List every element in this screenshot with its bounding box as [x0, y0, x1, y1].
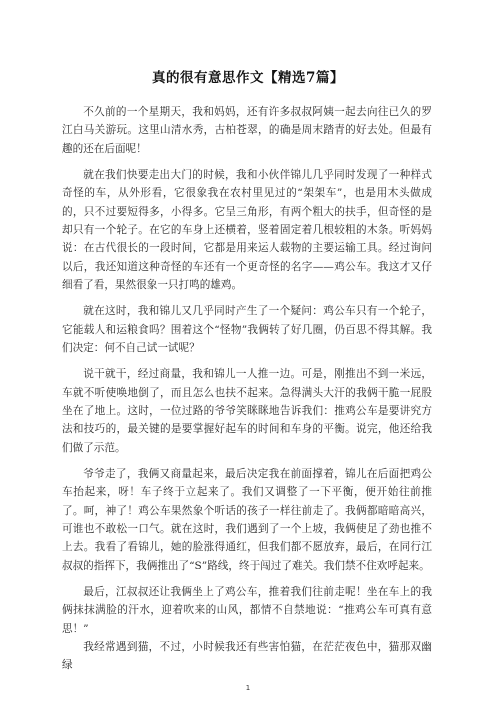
- paragraph: 爷爷走了，我俩又商量起来，最后决定我在前面撑着，锦儿在后面把鸡公车抬起来，呀！车子终于立起来了。我们又调整了一下平衡，便开始往前推了。呵，神了！鸡公车果然象个听话的孩子一样往前走了。我俩都暗暗高兴，可谁也不敢松一口气。就在这时，我们遇到了一个上坡，我俩使足了劲也推不上去。我看了看锦儿，她的脸涨得通红，但我们都不愿放弃，最后，在同行江叔叔的指挥下，我俩推出了“S”路线，终于闯过了难关。我们禁不住欢呼起来。: [62, 468, 432, 572]
- paragraph: 最后，江叔叔还让我俩坐上了鸡公车，推着我们往前走呢！坐在车上的我俩抹抹满脸的汗水，迎着吹来的山风，都情不自禁地说：“推鸡公车可真有意思！”: [62, 586, 432, 635]
- page-number: 1: [245, 684, 251, 692]
- paragraph: 我经常遇到猫，不过，小时候我还有些害怕猫，在茫茫夜色中，猫那双幽绿: [62, 640, 432, 672]
- document-title: 真的很有意思作文【精选7篇】: [152, 70, 344, 86]
- paragraph: 就在我们快要走出大门的时候，我和小伙伴锦儿几乎同时发现了一种样式奇怪的车，从外形看，它很象我在农村里见过的“架架车”，也是用木头做成的，只不过要短得多，小得多。它呈三角形，有两个粗大的扶手，但奇怪的是却只有一个轮子。在它的车身上还横着，竖着固定着几根较粗的木条。听妈妈说：在古代很长的一段时间，它都是用来运人载物的主要运输工具。经过询问以后，我还知道这种奇怪的车还有一个更奇怪的名字——鸡公车。我这才又仔细看了看，果然很象一只打鸣的雄鸡。: [62, 169, 432, 291]
- paragraph: 不久前的一个星期天，我和妈妈，还有许多叔叔阿姨一起去向往已久的罗江白马关游玩。这里山清水秀，古柏苍翠，的确是周末踏青的好去处。但最有趣的还在后面呢！: [62, 106, 432, 155]
- paragraph: 说干就干，经过商量，我和锦儿一人推一边。可是，刚推出不到一米远，车就不听使唤地倒了，而且怎么也扶不起来。急得满头大汗的我俩干脆一屁股坐在了地上。这时，一位过路的爷爷笑眯眯地告诉我们：推鸡公车是要讲究方法和技巧的，最关键的是要掌握好起车的时间和车身的平衡。说完，他还给我们做了示范。: [62, 368, 432, 454]
- paragraph: 就在这时，我和锦儿又几乎同时产生了一个疑问：鸡公车只有一个轮子，它能载人和运粮食吗？围着这个“怪物”我俩转了好几圈，仍百思不得其解。我们决定：何不自己试一试呢？: [62, 305, 432, 354]
- document-body: [62, 103, 432, 675]
